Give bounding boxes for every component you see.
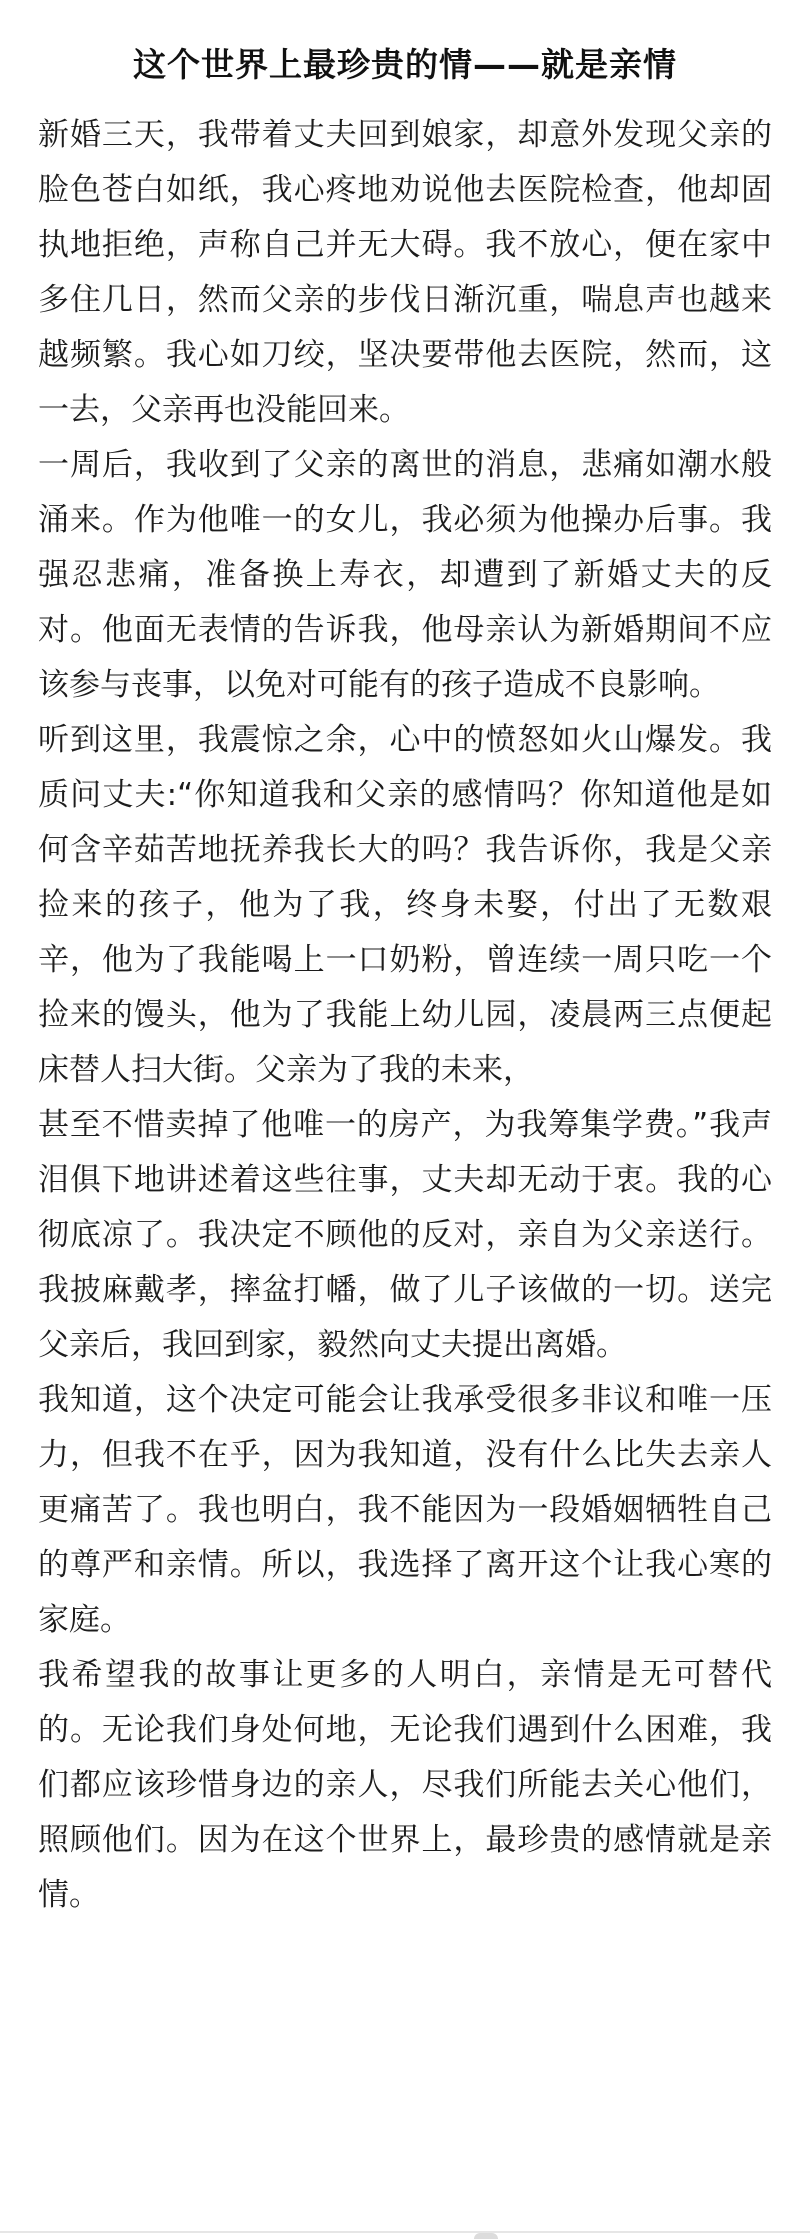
paragraph-5: 我知道，这个决定可能会让我承受很多非议和唯一压力，但我不在乎，因为我知道，没有什么比失去亲人更痛苦了。我也明白，我不能因为一段婚姻牺牲自己的尊严和亲情。所以，我选择了离开这个让我心寒的家庭。 [38, 1382, 772, 1638]
bottom-divider [0, 2231, 810, 2233]
paragraph-4: 甚至不惜卖掉了他唯一的房产，为我筹集学费。”我声泪俱下地讲述着这些往事，丈夫却无动于衷。我的心彻底凉了。我决定不顾他的反对，亲自为父亲送行。我披麻戴孝，摔盆打幡，做了儿子该做的一切。送完父亲后，我回到家，毅然向丈夫提出离婚。 [38, 1107, 772, 1363]
article-title: 这个世界上最珍贵的情——就是亲情 [133, 45, 677, 84]
scroll-indicator [474, 2233, 498, 2239]
paragraph-2: 一周后，我收到了父亲的离世的消息，悲痛如潮水般涌来。作为他唯一的女儿，我必须为他操办后事。我强忍悲痛，准备换上寿衣，却遭到了新婚丈夫的反对。他面无表情的告诉我，他母亲认为新婚期间不应该参与丧事，以免对可能有的孩子造成不良影响。 [38, 447, 772, 703]
paragraph-1: 新婚三天，我带着丈夫回到娘家，却意外发现父亲的脸色苍白如纸，我心疼地劝说他去医院检查，他却固执地拒绝，声称自己并无大碍。我不放心，便在家中多住几日，然而父亲的步伐日渐沉重，喘息声也越来越频繁。我心如刀绞，坚决要带他去医院，然而，这一去，父亲再也没能回来。 [38, 117, 772, 428]
paragraph-3: 听到这里，我震惊之余，心中的愤怒如火山爆发。我质问丈夫:“你知道我和父亲的感情吗？你知道他是如何含辛茹苦地抚养我长大的吗？我告诉你，我是父亲捡来的孩子，他为了我，终身未娶，付出了无数艰辛，他为了我能喝上一口奶粉，曾连续一周只吃一个捡来的馒头，他为了我能上幼儿园，凌晨两三点便起床替人扫大街。父亲为了我的未来， [38, 722, 772, 1088]
article-body [38, 108, 772, 1923]
paragraph-6: 我希望我的故事让更多的人明白，亲情是无可替代的。无论我们身处何地，无论我们遇到什么困难，我们都应该珍惜身边的亲人，尽我们所能去关心他们，照顾他们。因为在这个世界上，最珍贵的感情就是亲情。 [38, 1657, 772, 1913]
